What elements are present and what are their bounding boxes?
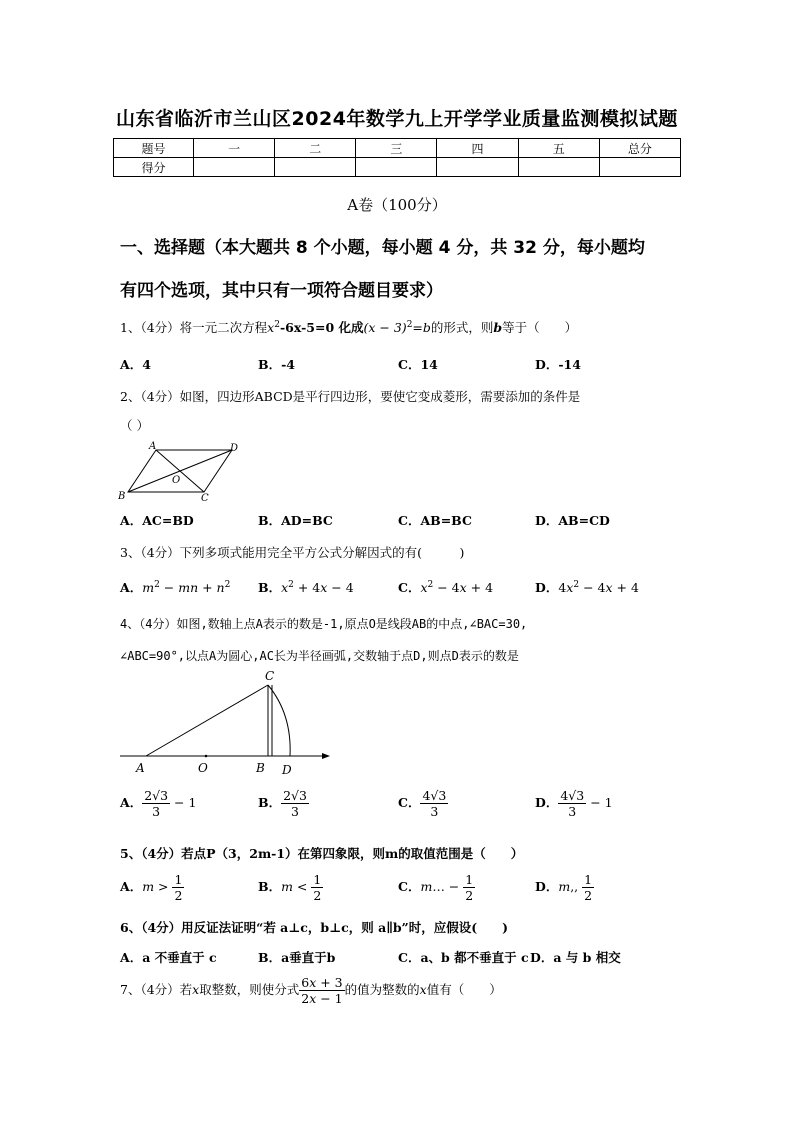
label-o: O xyxy=(198,761,208,775)
question-equation: -6x-5=0 化成 xyxy=(279,320,364,335)
label-b: B xyxy=(256,761,265,775)
q1-option-a: A．4 xyxy=(120,357,151,372)
question-4-line2: ∠ABC=90°,以点A为圆心,AC长为半径画弧,交数轴于点D,则点D表示的数是 xyxy=(120,649,519,663)
label-a: A xyxy=(149,441,157,452)
section-heading-line2: 有四个选项，其中只有一项符合题目要求） xyxy=(120,281,443,301)
score-table-score-row xyxy=(114,158,681,177)
q6-option-a: A．a 不垂直于 c xyxy=(120,950,217,965)
table-cell: 一 xyxy=(194,139,275,158)
q3-option-b: B．$x^2 + 4x - 4$ xyxy=(258,579,354,595)
table-cell-blank xyxy=(194,158,275,177)
question-2-paren: （ ） xyxy=(120,418,149,433)
number-line-arrow-icon xyxy=(322,753,330,759)
score-table xyxy=(113,138,681,177)
q1-option-b: B．-4 xyxy=(258,357,295,372)
paper-section-heading: A卷（100分） xyxy=(347,196,447,214)
table-cell-blank xyxy=(599,158,680,177)
label-d: D xyxy=(230,443,239,454)
question-5: 5、（4分）若点P（3，2m-1）在第四象限，则m的取值范围是（ ） xyxy=(120,846,524,861)
table-cell: 二 xyxy=(275,139,356,158)
table-cell: 五 xyxy=(518,139,599,158)
q1-option-d: D．-14 xyxy=(535,357,581,372)
table-cell: 四 xyxy=(437,139,518,158)
score-table-header-row xyxy=(114,139,681,158)
q5-option-a: A．m > $\frac{1}{2}$ xyxy=(120,872,183,903)
segment-ac xyxy=(146,685,268,756)
question-3: 3、（4分）下列多项式能用完全平方公式分解因式的有( ) xyxy=(120,545,465,560)
table-cell: 总分 xyxy=(599,139,680,158)
question-1: 1、（4分）将一元二次方程$x^2-6x-5=0$ 化成$(x - 3)^2=b$的形式，则b等于（ ） xyxy=(120,319,578,335)
table-cell-blank xyxy=(356,158,437,177)
label-c: C xyxy=(201,493,209,502)
question-7: 7、（4分）若x取整数，则使分式 $\frac{6x + 3}{2x - 1}$ 的值为整数的x值有（ ） xyxy=(120,975,502,1006)
question-text: 取整数，则使分式 xyxy=(199,982,300,997)
label-a: A xyxy=(136,761,145,775)
label-c: C xyxy=(265,669,275,683)
question-text: 等于（ ） xyxy=(502,320,578,335)
question-text: 7、（4分）若 xyxy=(120,982,193,997)
arc-cd xyxy=(268,685,290,756)
label-o: O xyxy=(172,475,181,486)
q2-option-d: D．AB=CD xyxy=(535,513,610,528)
q1-option-c: C．14 xyxy=(398,357,438,372)
question-text: 1、（4分）将一元二次方程 xyxy=(120,320,268,335)
q5-option-b: B．m < $\frac{1}{2}$ xyxy=(258,872,322,903)
table-cell: 得分 xyxy=(114,158,194,177)
table-cell-blank xyxy=(518,158,599,177)
question-text: 的形式，则 xyxy=(430,320,494,335)
q4-option-d: D． $\frac{4√3}{3}$ − 1 xyxy=(535,788,613,819)
parallelogram-figure xyxy=(118,440,248,502)
label-b: B xyxy=(118,491,126,502)
q4-option-a: A． $\frac{2√3}{3}$ − 1 xyxy=(120,788,197,819)
q3-option-c: C．$x^2 - 4x + 4$ xyxy=(398,579,494,595)
q5-option-d: D．m,, $\frac{1}{2}$ xyxy=(535,872,593,903)
question-text: 值有（ ） xyxy=(426,982,502,997)
q6-option-b: B．a垂直于b xyxy=(258,950,336,965)
q4-option-c: C． $\frac{4√3}{3}$ xyxy=(398,788,447,819)
table-cell: 三 xyxy=(356,139,437,158)
question-4-line1: 4、（4分）如图,数轴上点A表示的数是-1,原点O是线段AB的中点,∠BAC=30, xyxy=(120,617,528,631)
table-cell: 题号 xyxy=(114,139,194,158)
question-6: 6、（4分）用反证法证明“若 a⊥c，b⊥c，则 a∥b”时，应假设( ) xyxy=(120,920,509,935)
q2-option-b: B．AD=BC xyxy=(258,513,333,528)
question-text: 的值为整数的 xyxy=(344,982,420,997)
q3-option-a: A．$m^2$ − mn + $n^2$ xyxy=(120,579,231,595)
number-line-figure xyxy=(116,668,336,780)
table-cell-blank xyxy=(275,158,356,177)
page-title: 山东省临沂市兰山区2024年数学九上开学学业质量监测模拟试题 xyxy=(116,108,678,130)
q6-option-d: D．a 与 b 相交 xyxy=(530,950,621,965)
q5-option-c: C．m… − $\frac{1}{2}$ xyxy=(398,872,474,903)
table-cell-blank xyxy=(437,158,518,177)
origin-dot xyxy=(205,755,208,758)
q3-option-d: D．$4x^2 - 4x + 4$ xyxy=(535,579,639,595)
section-heading-line1: 一、选择题（本大题共 8 个小题，每小题 4 分，共 32 分，每小题均 xyxy=(120,238,645,258)
q6-option-c: C．a、b 都不垂直于 c xyxy=(398,950,529,965)
question-2: 2、（4分）如图，四边形ABCD是平行四边形，要使它变成菱形，需要添加的条件是 xyxy=(120,389,581,404)
q2-option-a: A．AC=BD xyxy=(120,513,194,528)
q2-option-c: C．AB=BC xyxy=(398,513,472,528)
label-d: D xyxy=(282,763,292,777)
q4-option-b: B． $\frac{2√3}{3}$ xyxy=(258,788,307,819)
